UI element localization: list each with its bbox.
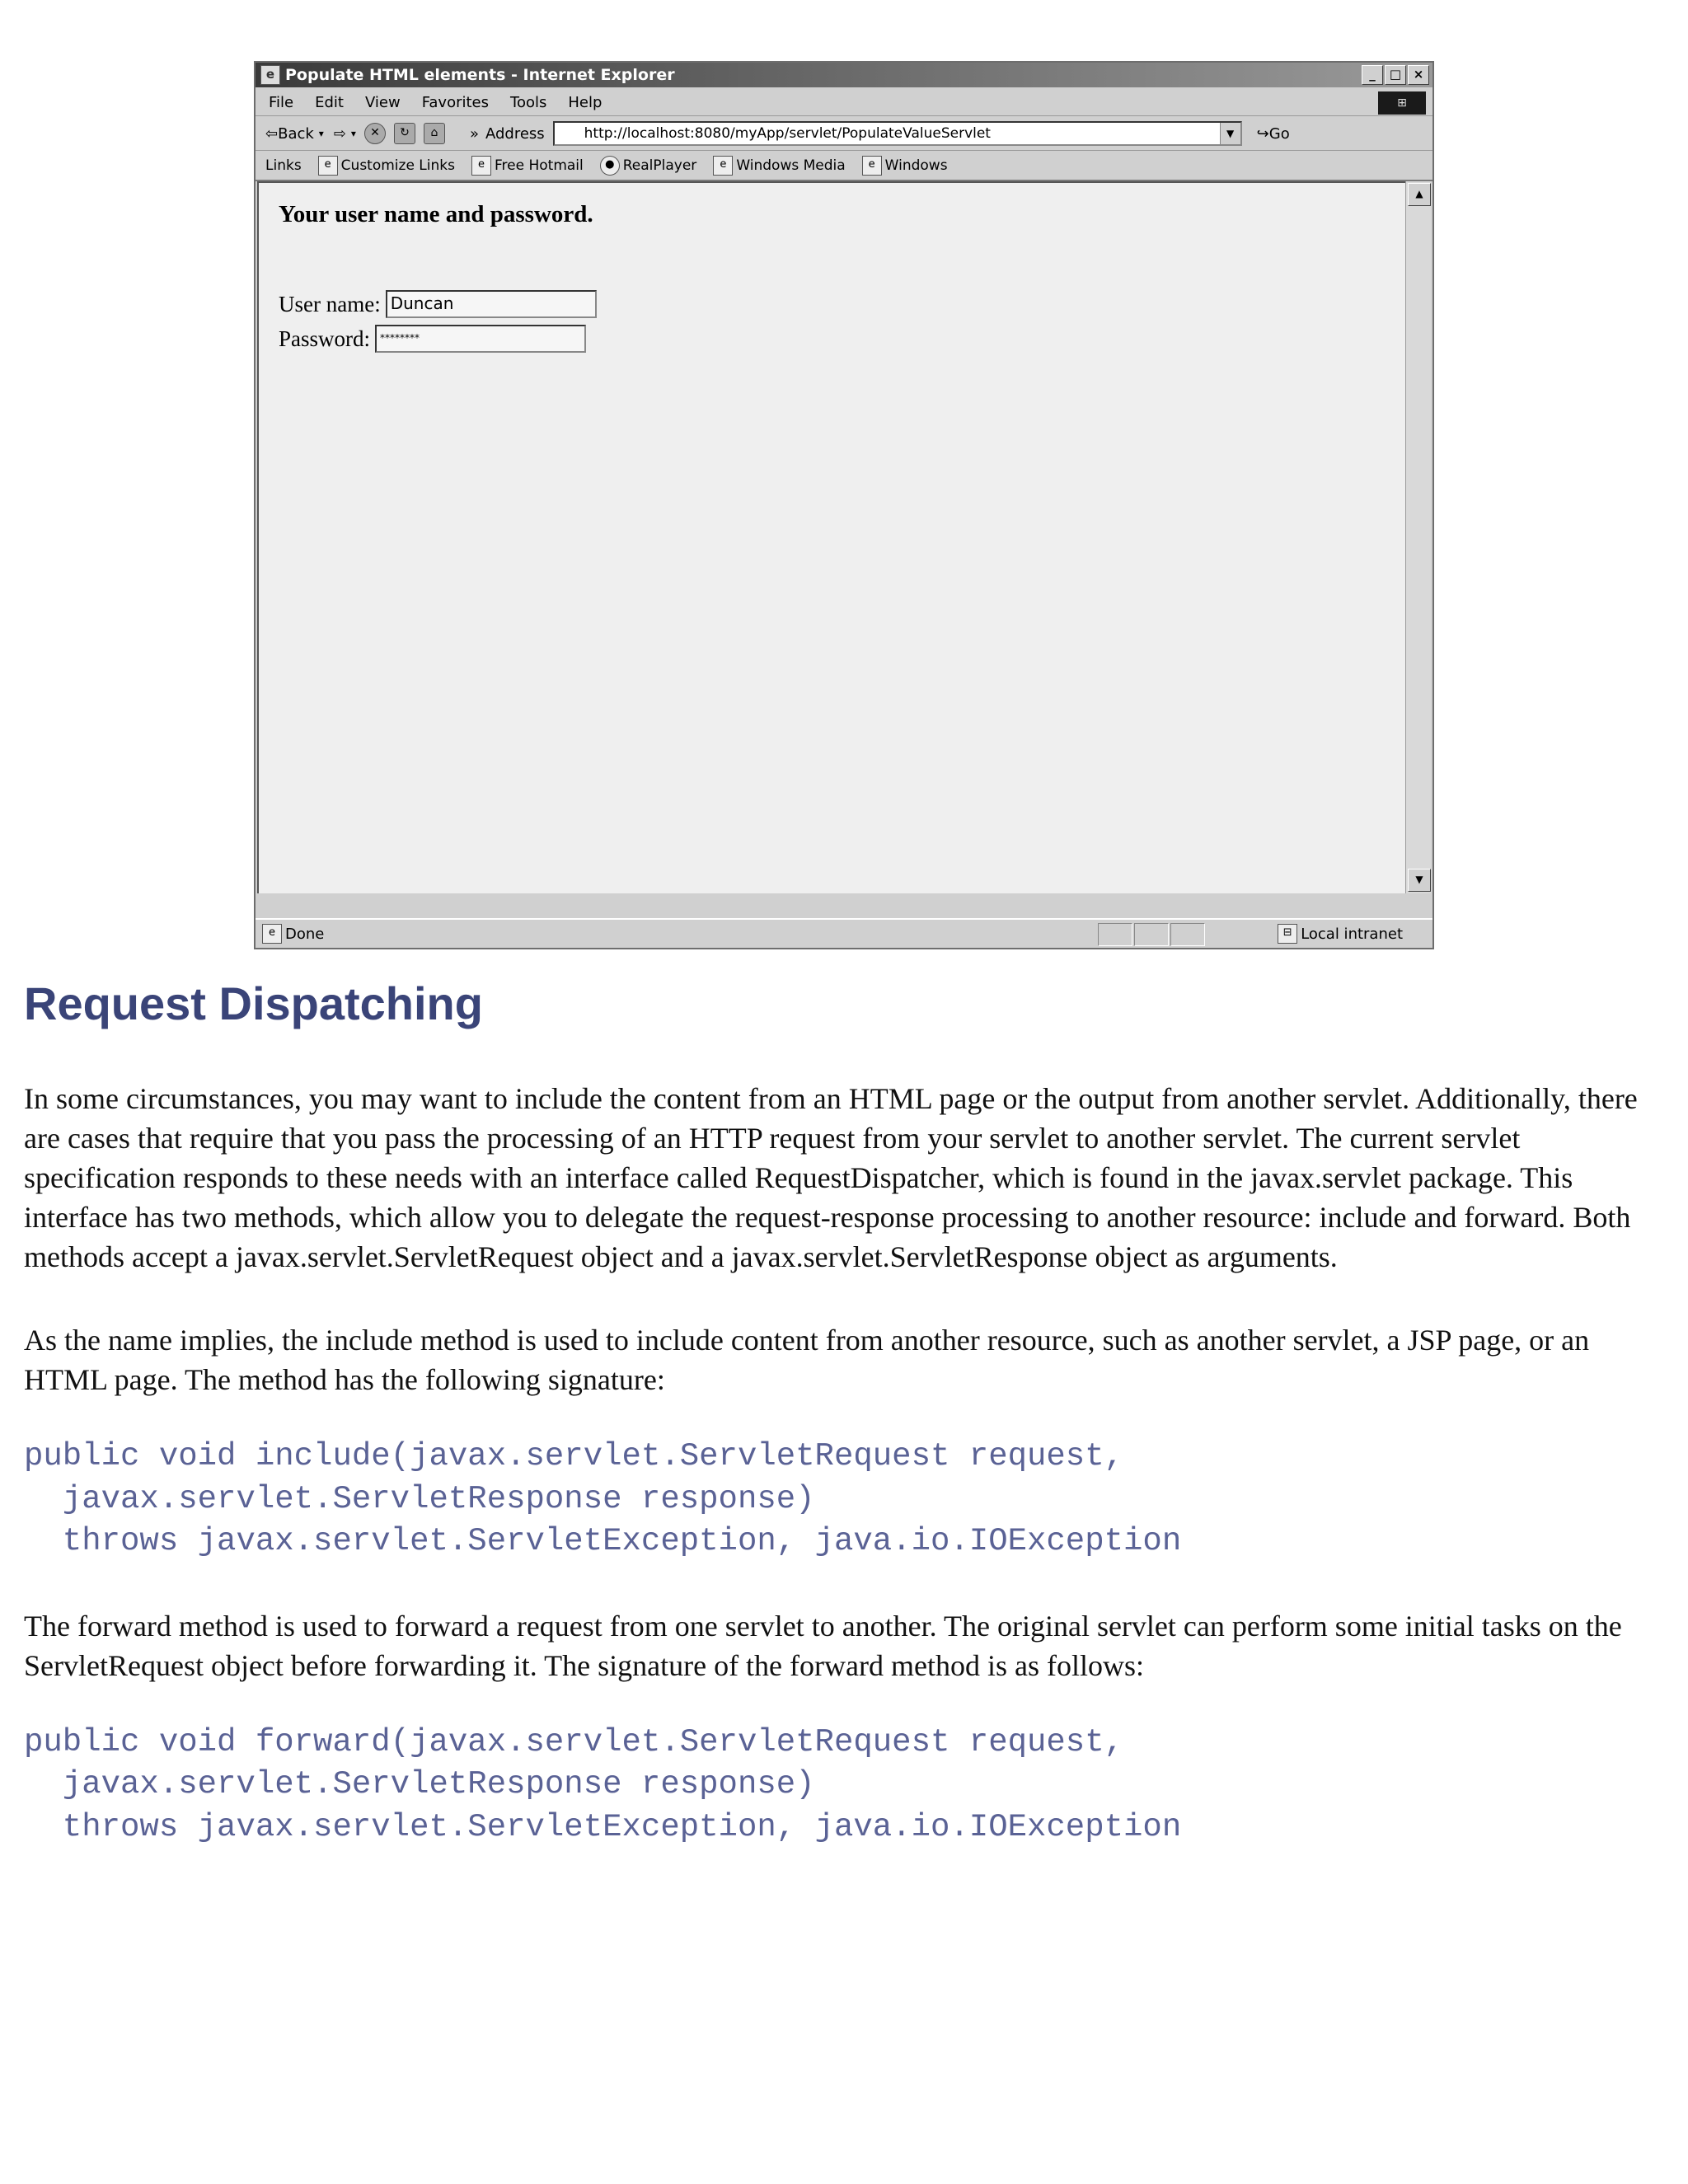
address-input[interactable] [553, 121, 1242, 146]
stop-icon[interactable]: ✕ [364, 123, 386, 144]
link-realplayer[interactable] [600, 156, 697, 176]
forward-arrow-icon: ⇨ [333, 124, 346, 143]
link-label: Windows [884, 157, 948, 174]
username-label: User name: [279, 291, 381, 316]
link-label: Customize Links [340, 157, 455, 174]
navigation-toolbar [256, 117, 1432, 151]
link-customize-links[interactable] [318, 156, 455, 176]
maximize-icon[interactable]: □ [1385, 65, 1406, 85]
realplayer-icon: ● [600, 156, 620, 176]
back-label: Back [278, 124, 314, 143]
section-title: Request Dispatching [24, 977, 483, 1029]
back-arrow-icon: ⇦ [265, 124, 279, 143]
links-label: Links [265, 157, 302, 174]
windows-logo-icon: ⊞ [1378, 91, 1426, 115]
zone-text: Local intranet [1301, 925, 1403, 943]
status-left [262, 924, 324, 944]
page-icon: e [862, 156, 882, 176]
page-icon: e [318, 156, 338, 176]
page-icon: e [713, 156, 733, 176]
address-dropdown-icon[interactable]: ▼ [1220, 123, 1240, 144]
code-forward-signature: public void forward(javax.servlet.ServletRequest request, javax.servlet.ServletResponse response) throws javax.servlet.ServletException, java.io.IOException [24, 1723, 1182, 1845]
menu-help[interactable]: Help [568, 93, 603, 111]
status-bar [256, 918, 1432, 948]
password-label: Password: [279, 326, 371, 351]
close-icon[interactable]: × [1408, 65, 1429, 85]
menu-favorites[interactable]: Favorites [421, 93, 490, 111]
browser-screenshot [254, 61, 1434, 949]
status-cell [1134, 923, 1169, 946]
password-row [279, 325, 586, 353]
password-input[interactable]: ******** [375, 325, 586, 353]
page-icon: e [471, 156, 491, 176]
intranet-icon: ⊟ [1278, 924, 1297, 944]
home-icon[interactable]: ⌂ [424, 123, 445, 144]
link-label: Free Hotmail [494, 157, 584, 174]
link-windows[interactable] [862, 156, 948, 176]
menu-file[interactable]: File [269, 93, 294, 111]
refresh-icon[interactable]: ↻ [394, 123, 415, 144]
links-bar [256, 152, 1432, 181]
status-cell [1098, 923, 1132, 946]
paragraph-forward: The forward method is used to forward a request from one servlet to another. The original servlet can perform some initial tasks on the ServletRequest object before forwarding it. The signature of the forward method is as follows: [24, 1609, 1622, 1682]
title-bar [256, 63, 1432, 87]
menu-view[interactable]: View [364, 93, 401, 111]
go-button[interactable] [1257, 125, 1290, 143]
forward-button[interactable] [334, 125, 356, 143]
status-text: Done [285, 925, 325, 943]
article-body [24, 977, 1664, 1849]
username-row [279, 290, 597, 318]
address-label [470, 125, 545, 143]
menu-tools[interactable]: Tools [510, 93, 547, 111]
paragraph-intro: In some circumstances, you may want to include the content from an HTML page or the output from another servlet. Additionally, there are cases that require that you pass the processing of an HTTP request from your servlet to another servlet. The current servlet specification responds to these needs with an interface called RequestDispatcher, which is found in the javax.servlet package. This interface has two methods, which allow you to delegate the request-response processing to another resource: include and forward. Both methods accept a javax.servlet.ServletRequest object and a javax.servlet.ServletResponse object as arguments. [24, 1082, 1638, 1273]
page-viewport [257, 181, 1408, 893]
minimize-icon[interactable]: _ [1362, 65, 1383, 85]
menu-edit[interactable]: Edit [315, 93, 344, 111]
go-arrow-icon: ↪ [1256, 124, 1269, 143]
security-zone [1278, 923, 1403, 944]
page-heading: Your user name and password. [279, 201, 593, 227]
page-icon: e [262, 924, 282, 944]
window-title: Populate HTML elements - Internet Explorer [285, 66, 675, 84]
status-cell [1170, 923, 1205, 946]
address-url: http://localhost:8080/myApp/servlet/PopulateValueServlet [584, 125, 991, 142]
scroll-up-icon[interactable]: ▲ [1408, 183, 1431, 206]
vertical-scrollbar[interactable] [1405, 181, 1431, 893]
link-free-hotmail[interactable] [471, 156, 584, 176]
chevron-down-icon: ▾ [350, 128, 356, 139]
chevron-double-right-icon: » [469, 124, 479, 143]
paragraph-include: As the name implies, the include method is used to include content from another resource, such as another servlet, a JSP page, or an HTML page. The method has the following signature: [24, 1324, 1590, 1396]
window-controls [1362, 65, 1429, 85]
code-include-signature: public void include(javax.servlet.ServletRequest request, javax.servlet.ServletResponse response) throws javax.servlet.ServletException, java.io.IOException [24, 1438, 1182, 1559]
link-windows-media[interactable] [713, 156, 845, 176]
back-button[interactable] [265, 125, 324, 143]
go-label: Go [1268, 124, 1290, 143]
link-label: RealPlayer [622, 157, 697, 174]
username-input[interactable]: Duncan [386, 290, 597, 318]
chevron-down-icon: ▾ [318, 128, 324, 139]
scroll-down-icon[interactable]: ▼ [1408, 869, 1431, 892]
address-label-text: Address [485, 124, 545, 143]
link-label: Windows Media [736, 157, 846, 174]
menu-bar [256, 89, 1432, 116]
ie-logo-icon: e [260, 65, 280, 85]
